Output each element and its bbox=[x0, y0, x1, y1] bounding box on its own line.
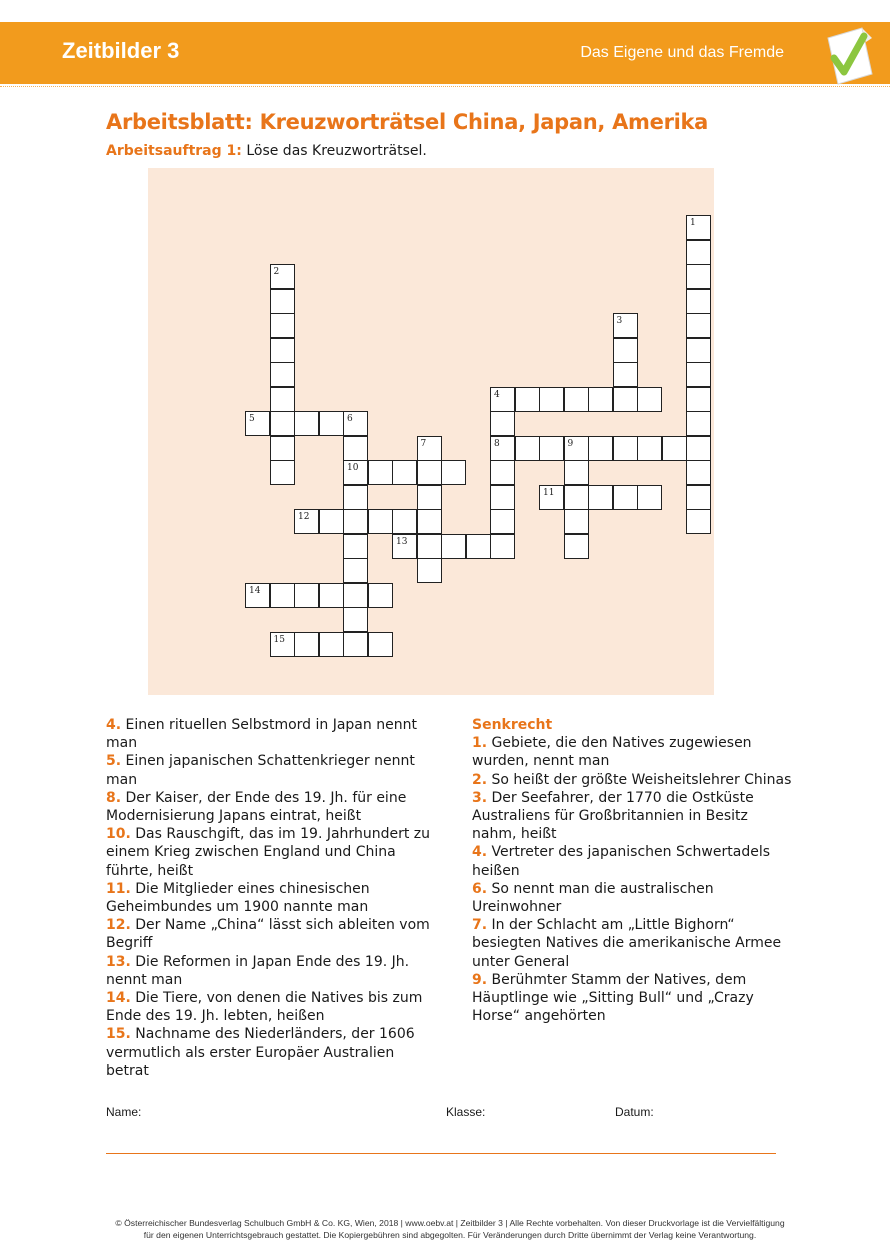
crossword-cell[interactable] bbox=[270, 387, 295, 412]
clue-number: 4 bbox=[494, 389, 500, 400]
copyright-line-2: für den eigenen Unterrichtsgebrauch gestattet. Die Kopiergebühren sind abgegolten. Für Veränderungen durch Dritte übernimmt der Verlag keine Verantwortung. bbox=[143, 1230, 757, 1240]
crossword-cell[interactable] bbox=[686, 215, 711, 240]
clue-text: Das Rauschgift, das im 19. Jahrhundert zu einem Krieg zwischen England und China führte, heißt bbox=[106, 826, 430, 879]
crossword-cell[interactable] bbox=[343, 607, 368, 632]
crossword-cell[interactable] bbox=[270, 583, 295, 608]
crossword-cell[interactable] bbox=[417, 436, 442, 461]
clue-item bbox=[106, 989, 436, 1025]
clue-num: 8. bbox=[106, 789, 122, 806]
crossword-cell[interactable] bbox=[686, 362, 711, 387]
crossword-cell[interactable] bbox=[686, 313, 711, 338]
crossword-cell[interactable] bbox=[343, 534, 368, 559]
copyright-notice bbox=[100, 1217, 800, 1241]
crossword-cell[interactable] bbox=[245, 411, 270, 436]
clue-item bbox=[472, 734, 792, 770]
crossword-cell[interactable] bbox=[270, 460, 295, 485]
crossword-cell[interactable] bbox=[368, 460, 393, 485]
clue-number: 3 bbox=[616, 316, 623, 326]
crossword-cell[interactable] bbox=[588, 485, 613, 510]
clue-num: 7. bbox=[472, 917, 488, 934]
clue-num: 4. bbox=[472, 844, 488, 861]
clue-item bbox=[106, 916, 436, 952]
crossword-cell[interactable] bbox=[294, 583, 319, 608]
brand-title: Zeitbilder 3 bbox=[62, 38, 180, 63]
clue-number: 8 bbox=[494, 438, 500, 449]
crossword-cell[interactable] bbox=[417, 509, 442, 534]
crossword-cell[interactable] bbox=[686, 264, 711, 289]
crossword-cell[interactable] bbox=[686, 509, 711, 534]
crossword-cell[interactable] bbox=[343, 436, 368, 461]
clue-text: So heißt der größte Weisheitslehrer Chinas bbox=[487, 771, 792, 788]
clue-num: 6. bbox=[472, 880, 488, 897]
clue-num: 15. bbox=[106, 1026, 131, 1043]
across-clues bbox=[106, 716, 436, 1080]
crossword-cell[interactable] bbox=[613, 436, 638, 461]
crossword-cell[interactable] bbox=[613, 313, 638, 338]
crossword-cell[interactable] bbox=[245, 583, 270, 608]
clue-num: 10. bbox=[106, 826, 131, 843]
crossword-cell[interactable] bbox=[539, 387, 564, 412]
clue-text: So nennt man die australischen Ureinwohner bbox=[472, 880, 714, 916]
crossword-cell[interactable] bbox=[564, 387, 589, 412]
clue-number: 14 bbox=[249, 585, 261, 596]
clue-text: Die Mitglieder eines chinesischen Geheimbundes um 1900 nannte man bbox=[106, 880, 370, 916]
header-divider bbox=[0, 86, 890, 90]
crossword-cell[interactable] bbox=[637, 485, 662, 510]
checkmark-page-icon bbox=[818, 24, 876, 88]
crossword-cell[interactable] bbox=[343, 583, 368, 608]
crossword-cell[interactable] bbox=[417, 534, 442, 559]
clue-text: Berühmter Stamm der Natives, dem Häuptlinge wie „Sitting Bull“ und „Crazy Horse“ angehörten bbox=[472, 971, 754, 1025]
clue-number: 13 bbox=[396, 536, 408, 547]
crossword-cell[interactable] bbox=[319, 509, 344, 534]
clue-num: 2. bbox=[472, 771, 488, 788]
clue-item bbox=[106, 825, 436, 880]
crossword-cell[interactable] bbox=[564, 534, 589, 559]
clue-text: Gebiete, die den Natives zugewiesen wurden, nennt man bbox=[472, 735, 752, 770]
crossword-cell[interactable] bbox=[613, 485, 638, 510]
crossword-cell[interactable] bbox=[319, 632, 344, 657]
clue-text: Die Tiere, von denen die Natives bis zum Ende des 19. Jh. lebten, heißen bbox=[106, 990, 423, 1025]
crossword-cell[interactable] bbox=[417, 460, 442, 485]
clue-item bbox=[472, 789, 792, 844]
crossword-cell[interactable] bbox=[613, 362, 638, 387]
crossword-cell[interactable] bbox=[564, 460, 589, 485]
crossword-cell[interactable] bbox=[343, 509, 368, 534]
crossword-cell[interactable] bbox=[368, 583, 393, 608]
clue-item bbox=[472, 971, 792, 1026]
clue-item bbox=[106, 1025, 436, 1080]
crossword-cell[interactable] bbox=[270, 338, 295, 363]
crossword-cell[interactable] bbox=[270, 632, 295, 657]
crossword-cell[interactable] bbox=[490, 387, 515, 412]
crossword-cell[interactable] bbox=[417, 485, 442, 510]
crossword-cell[interactable] bbox=[417, 558, 442, 583]
crossword-cell[interactable] bbox=[490, 509, 515, 534]
crossword-cell[interactable] bbox=[392, 460, 417, 485]
crossword-cell[interactable] bbox=[343, 558, 368, 583]
clue-item bbox=[472, 771, 792, 789]
clue-item bbox=[472, 843, 792, 879]
crossword-cell[interactable] bbox=[270, 411, 295, 436]
crossword-cell[interactable] bbox=[343, 411, 368, 436]
clue-item bbox=[472, 916, 792, 971]
clue-item bbox=[472, 880, 792, 916]
clue-num: 1. bbox=[472, 735, 488, 752]
crossword-cell[interactable] bbox=[588, 387, 613, 412]
clue-item bbox=[106, 716, 436, 752]
crossword-cell[interactable] bbox=[368, 632, 393, 657]
clue-num: 3. bbox=[472, 789, 488, 806]
clue-text: Einen rituellen Selbstmord in Japan nennt man bbox=[106, 717, 417, 752]
crossword-cell[interactable] bbox=[368, 509, 393, 534]
clue-num: 4. bbox=[106, 717, 122, 733]
clue-text: Der Seefahrer, der 1770 die Ostküste Australiens für Großbritannien in Besitz nahm, heißt bbox=[472, 789, 754, 843]
crossword-cell[interactable] bbox=[686, 485, 711, 510]
crossword-cell[interactable] bbox=[564, 436, 589, 461]
crossword-cell[interactable] bbox=[490, 534, 515, 559]
clue-text: In der Schlacht am „Little Bighorn“ besiegten Natives die amerikanische Armee unter General bbox=[472, 917, 782, 970]
crossword-cell[interactable] bbox=[392, 534, 417, 559]
crossword-cell[interactable] bbox=[490, 485, 515, 510]
crossword-cell[interactable] bbox=[466, 534, 491, 559]
crossword-cell[interactable] bbox=[343, 460, 368, 485]
clue-num: 5. bbox=[106, 753, 122, 770]
crossword-panel bbox=[148, 168, 714, 695]
crossword-cell[interactable] bbox=[490, 436, 515, 461]
crossword-cell[interactable] bbox=[343, 485, 368, 510]
down-clue-list bbox=[472, 734, 792, 1025]
clue-num: 12. bbox=[106, 917, 131, 934]
clue-number: 1 bbox=[690, 218, 696, 228]
clue-number: 9 bbox=[567, 438, 574, 449]
clue-num: 14. bbox=[106, 990, 131, 1007]
name-label: Name: bbox=[106, 1105, 142, 1119]
crossword-cell[interactable] bbox=[686, 338, 711, 363]
crossword-cell[interactable] bbox=[343, 632, 368, 657]
clue-num: 13. bbox=[106, 953, 131, 970]
copyright-line-1: © Österreichischer Bundesverlag Schulbuch GmbH & Co. KG, Wien, 2018 | www.oebv.at | Zeitbilder 3 | Alle Rechte vorbehalten. Von dieser Druckvorlage ist die Vervielfältigung bbox=[115, 1218, 785, 1228]
crossword-cell[interactable] bbox=[637, 436, 662, 461]
crossword-cell[interactable] bbox=[515, 436, 540, 461]
crossword-cell[interactable] bbox=[270, 436, 295, 461]
clue-number: 6 bbox=[347, 414, 353, 424]
crossword-cell[interactable] bbox=[294, 509, 319, 534]
crossword-cell[interactable] bbox=[686, 411, 711, 436]
crossword-cell[interactable] bbox=[515, 387, 540, 412]
clue-num: 11. bbox=[106, 880, 131, 897]
crossword-cell[interactable] bbox=[294, 411, 319, 436]
clue-text: Der Name „China“ lässt sich ableiten vom Begriff bbox=[106, 917, 430, 952]
crossword-cell[interactable] bbox=[539, 485, 564, 510]
crossword-cell[interactable] bbox=[490, 411, 515, 436]
clue-number: 12 bbox=[298, 512, 310, 522]
clue-number: 7 bbox=[420, 438, 427, 449]
crossword-cell[interactable] bbox=[637, 387, 662, 412]
clue-number: 10 bbox=[347, 463, 359, 473]
crossword-cell[interactable] bbox=[686, 240, 711, 265]
clue-number: 15 bbox=[273, 634, 285, 645]
clue-text: Vertreter des japanischen Schwertadels heißen bbox=[472, 844, 771, 879]
crossword-cell[interactable] bbox=[441, 460, 466, 485]
date-label: Datum: bbox=[615, 1105, 654, 1119]
signature-line bbox=[106, 1153, 776, 1154]
task-text: Löse das Kreuzworträtsel. bbox=[246, 143, 427, 159]
crossword-cell[interactable] bbox=[270, 362, 295, 387]
crossword-cell[interactable] bbox=[686, 387, 711, 412]
crossword-cell[interactable] bbox=[490, 460, 515, 485]
crossword-cell[interactable] bbox=[270, 289, 295, 314]
clue-num: 9. bbox=[472, 971, 488, 988]
crossword-cell[interactable] bbox=[686, 460, 711, 485]
crossword-cell[interactable] bbox=[564, 485, 589, 510]
clue-text: Der Kaiser, der Ende des 19. Jh. für eine Modernisierung Japans eintrat, heißt bbox=[106, 789, 407, 825]
clue-text: Die Reformen in Japan Ende des 19. Jh. nennt man bbox=[106, 953, 410, 988]
crossword-cell[interactable] bbox=[588, 436, 613, 461]
crossword-cell[interactable] bbox=[270, 313, 295, 338]
crossword-cell[interactable] bbox=[294, 632, 319, 657]
crossword-cell[interactable] bbox=[662, 436, 687, 461]
crossword-cell[interactable] bbox=[539, 436, 564, 461]
crossword-cell[interactable] bbox=[613, 387, 638, 412]
down-clues bbox=[472, 716, 792, 1025]
crossword-cell[interactable] bbox=[686, 436, 711, 461]
crossword-cell[interactable] bbox=[392, 509, 417, 534]
crossword-cell[interactable] bbox=[270, 264, 295, 289]
clue-number: 5 bbox=[249, 414, 255, 424]
page-title: Arbeitsblatt: Kreuzworträtsel China, Japan, Amerika bbox=[106, 110, 709, 134]
clue-text: Einen japanischen Schattenkrieger nennt man bbox=[106, 753, 415, 788]
crossword-cell[interactable] bbox=[319, 583, 344, 608]
clue-item bbox=[106, 953, 436, 989]
crossword-cell[interactable] bbox=[613, 338, 638, 363]
task-line bbox=[106, 143, 427, 159]
series-title: Das Eigene und das Fremde bbox=[580, 44, 784, 61]
crossword-cell[interactable] bbox=[441, 534, 466, 559]
crossword-cell[interactable] bbox=[686, 289, 711, 314]
clue-item bbox=[106, 880, 436, 916]
clue-number: 2 bbox=[273, 267, 280, 277]
crossword-cell[interactable] bbox=[564, 509, 589, 534]
clue-item bbox=[106, 752, 436, 788]
down-heading: Senkrecht bbox=[472, 717, 553, 733]
clue-number: 11 bbox=[543, 487, 555, 498]
class-label: Klasse: bbox=[446, 1105, 486, 1119]
task-label: Arbeitsauftrag 1: bbox=[106, 143, 242, 159]
clue-item bbox=[106, 789, 436, 825]
clue-text: Nachname des Niederländers, der 1606 vermutlich als erster Europäer Australien betrat bbox=[106, 1026, 415, 1079]
crossword-cell[interactable] bbox=[319, 411, 344, 436]
